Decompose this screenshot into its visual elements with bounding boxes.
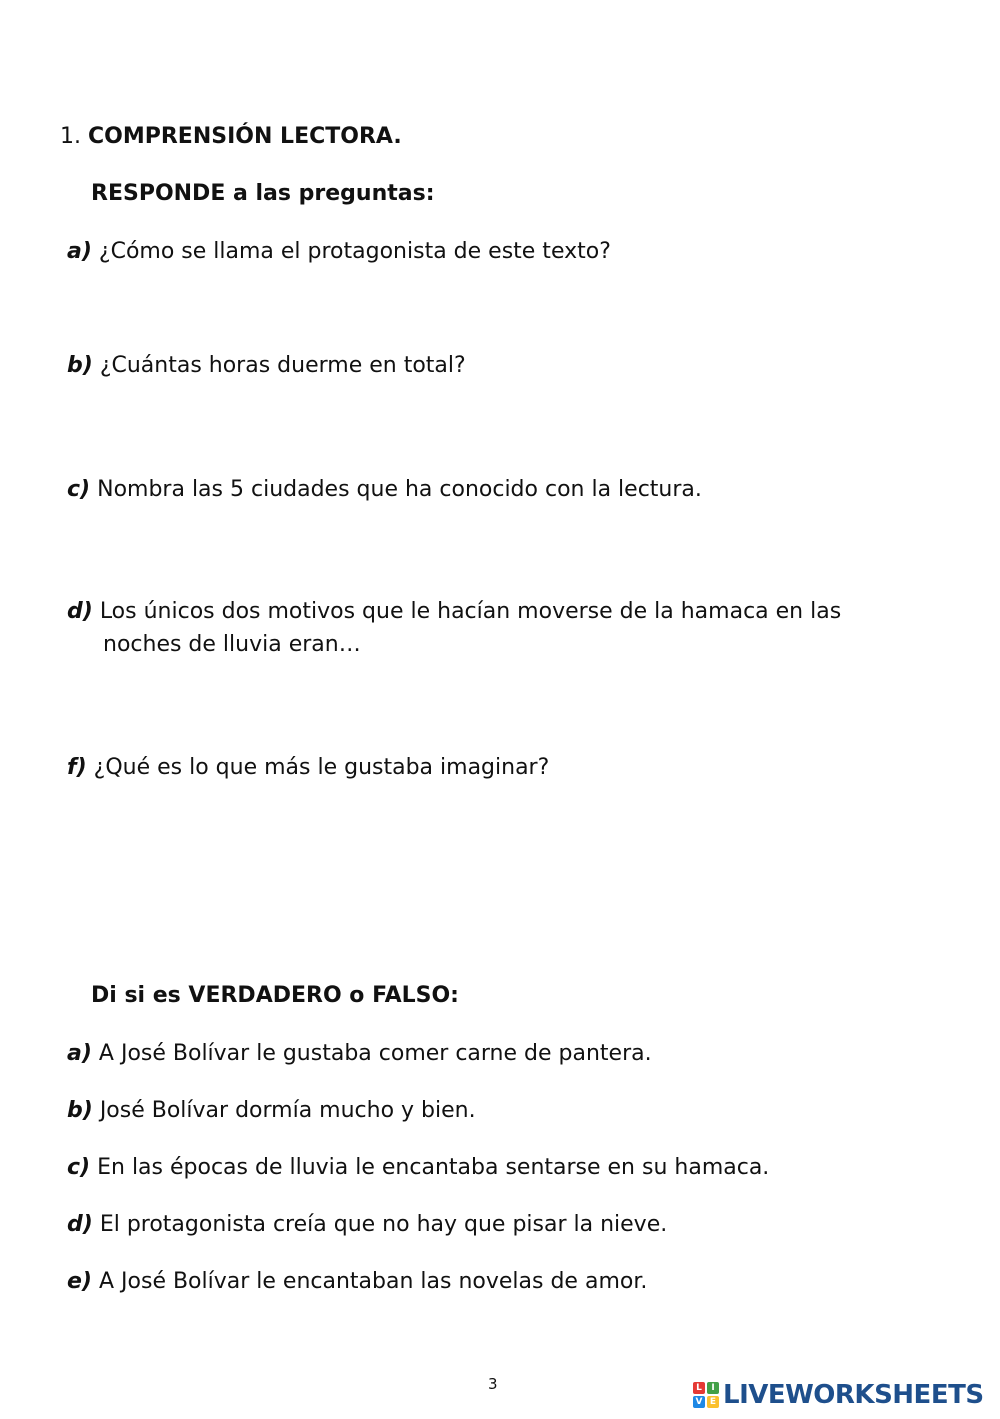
logo-tile: L	[693, 1382, 705, 1394]
statement-text: José Bolívar dormía mucho y bien.	[99, 1098, 476, 1123]
question-text: ¿Qué es lo que más le gustaba imaginar?	[93, 755, 550, 780]
statement-d	[67, 1208, 667, 1241]
logo-icon	[693, 1382, 719, 1408]
statement-label: b)	[67, 1098, 93, 1123]
statement-b	[67, 1094, 476, 1127]
question-text: ¿Cómo se llama el protagonista de este texto?	[98, 239, 611, 264]
logo-tile: E	[707, 1396, 719, 1408]
statement-text: A José Bolívar le encantaban las novelas de amor.	[98, 1269, 648, 1294]
respond-heading: RESPONDE a las preguntas:	[91, 181, 435, 206]
question-a	[67, 235, 611, 268]
logo-text: LIVEWORKSHEETS	[723, 1380, 984, 1410]
statement-c	[67, 1151, 769, 1184]
statement-label: d)	[67, 1212, 93, 1237]
question-label: d)	[67, 599, 93, 624]
question-text: Nombra las 5 ciudades que ha conocido con la lectura.	[97, 477, 702, 502]
question-text: ¿Cuántas horas duerme en total?	[99, 353, 466, 378]
question-label: c)	[67, 477, 91, 502]
logo-tile: V	[693, 1396, 705, 1408]
statement-label: c)	[67, 1155, 91, 1180]
question-b	[67, 349, 466, 382]
logo-tile: I	[707, 1382, 719, 1394]
question-c	[67, 473, 702, 506]
statement-label: a)	[67, 1041, 92, 1066]
question-text: Los únicos dos motivos que le hacían moverse de la hamaca en las	[99, 599, 842, 624]
section-title: COMPRENSIÓN LECTORA.	[88, 124, 402, 149]
statement-text: A José Bolívar le gustaba comer carne de pantera.	[98, 1041, 652, 1066]
question-d-continuation: noches de lluvia eran…	[103, 632, 361, 657]
question-label: f)	[67, 755, 87, 780]
question-label: a)	[67, 239, 92, 264]
liveworksheets-logo	[693, 1380, 984, 1410]
statement-text: En las épocas de lluvia le encantaba sentarse en su hamaca.	[97, 1155, 770, 1180]
statement-label: e)	[67, 1269, 92, 1294]
true-false-heading: Di si es VERDADERO o FALSO:	[91, 983, 459, 1008]
question-d	[67, 595, 841, 628]
section-number: 1.	[60, 124, 81, 149]
question-label: b)	[67, 353, 93, 378]
statement-a	[67, 1037, 652, 1070]
section-heading	[60, 120, 402, 153]
statement-e	[67, 1265, 647, 1298]
question-f	[67, 751, 549, 784]
page-number: 3	[488, 1375, 498, 1393]
statement-text: El protagonista creía que no hay que pisar la nieve.	[99, 1212, 668, 1237]
